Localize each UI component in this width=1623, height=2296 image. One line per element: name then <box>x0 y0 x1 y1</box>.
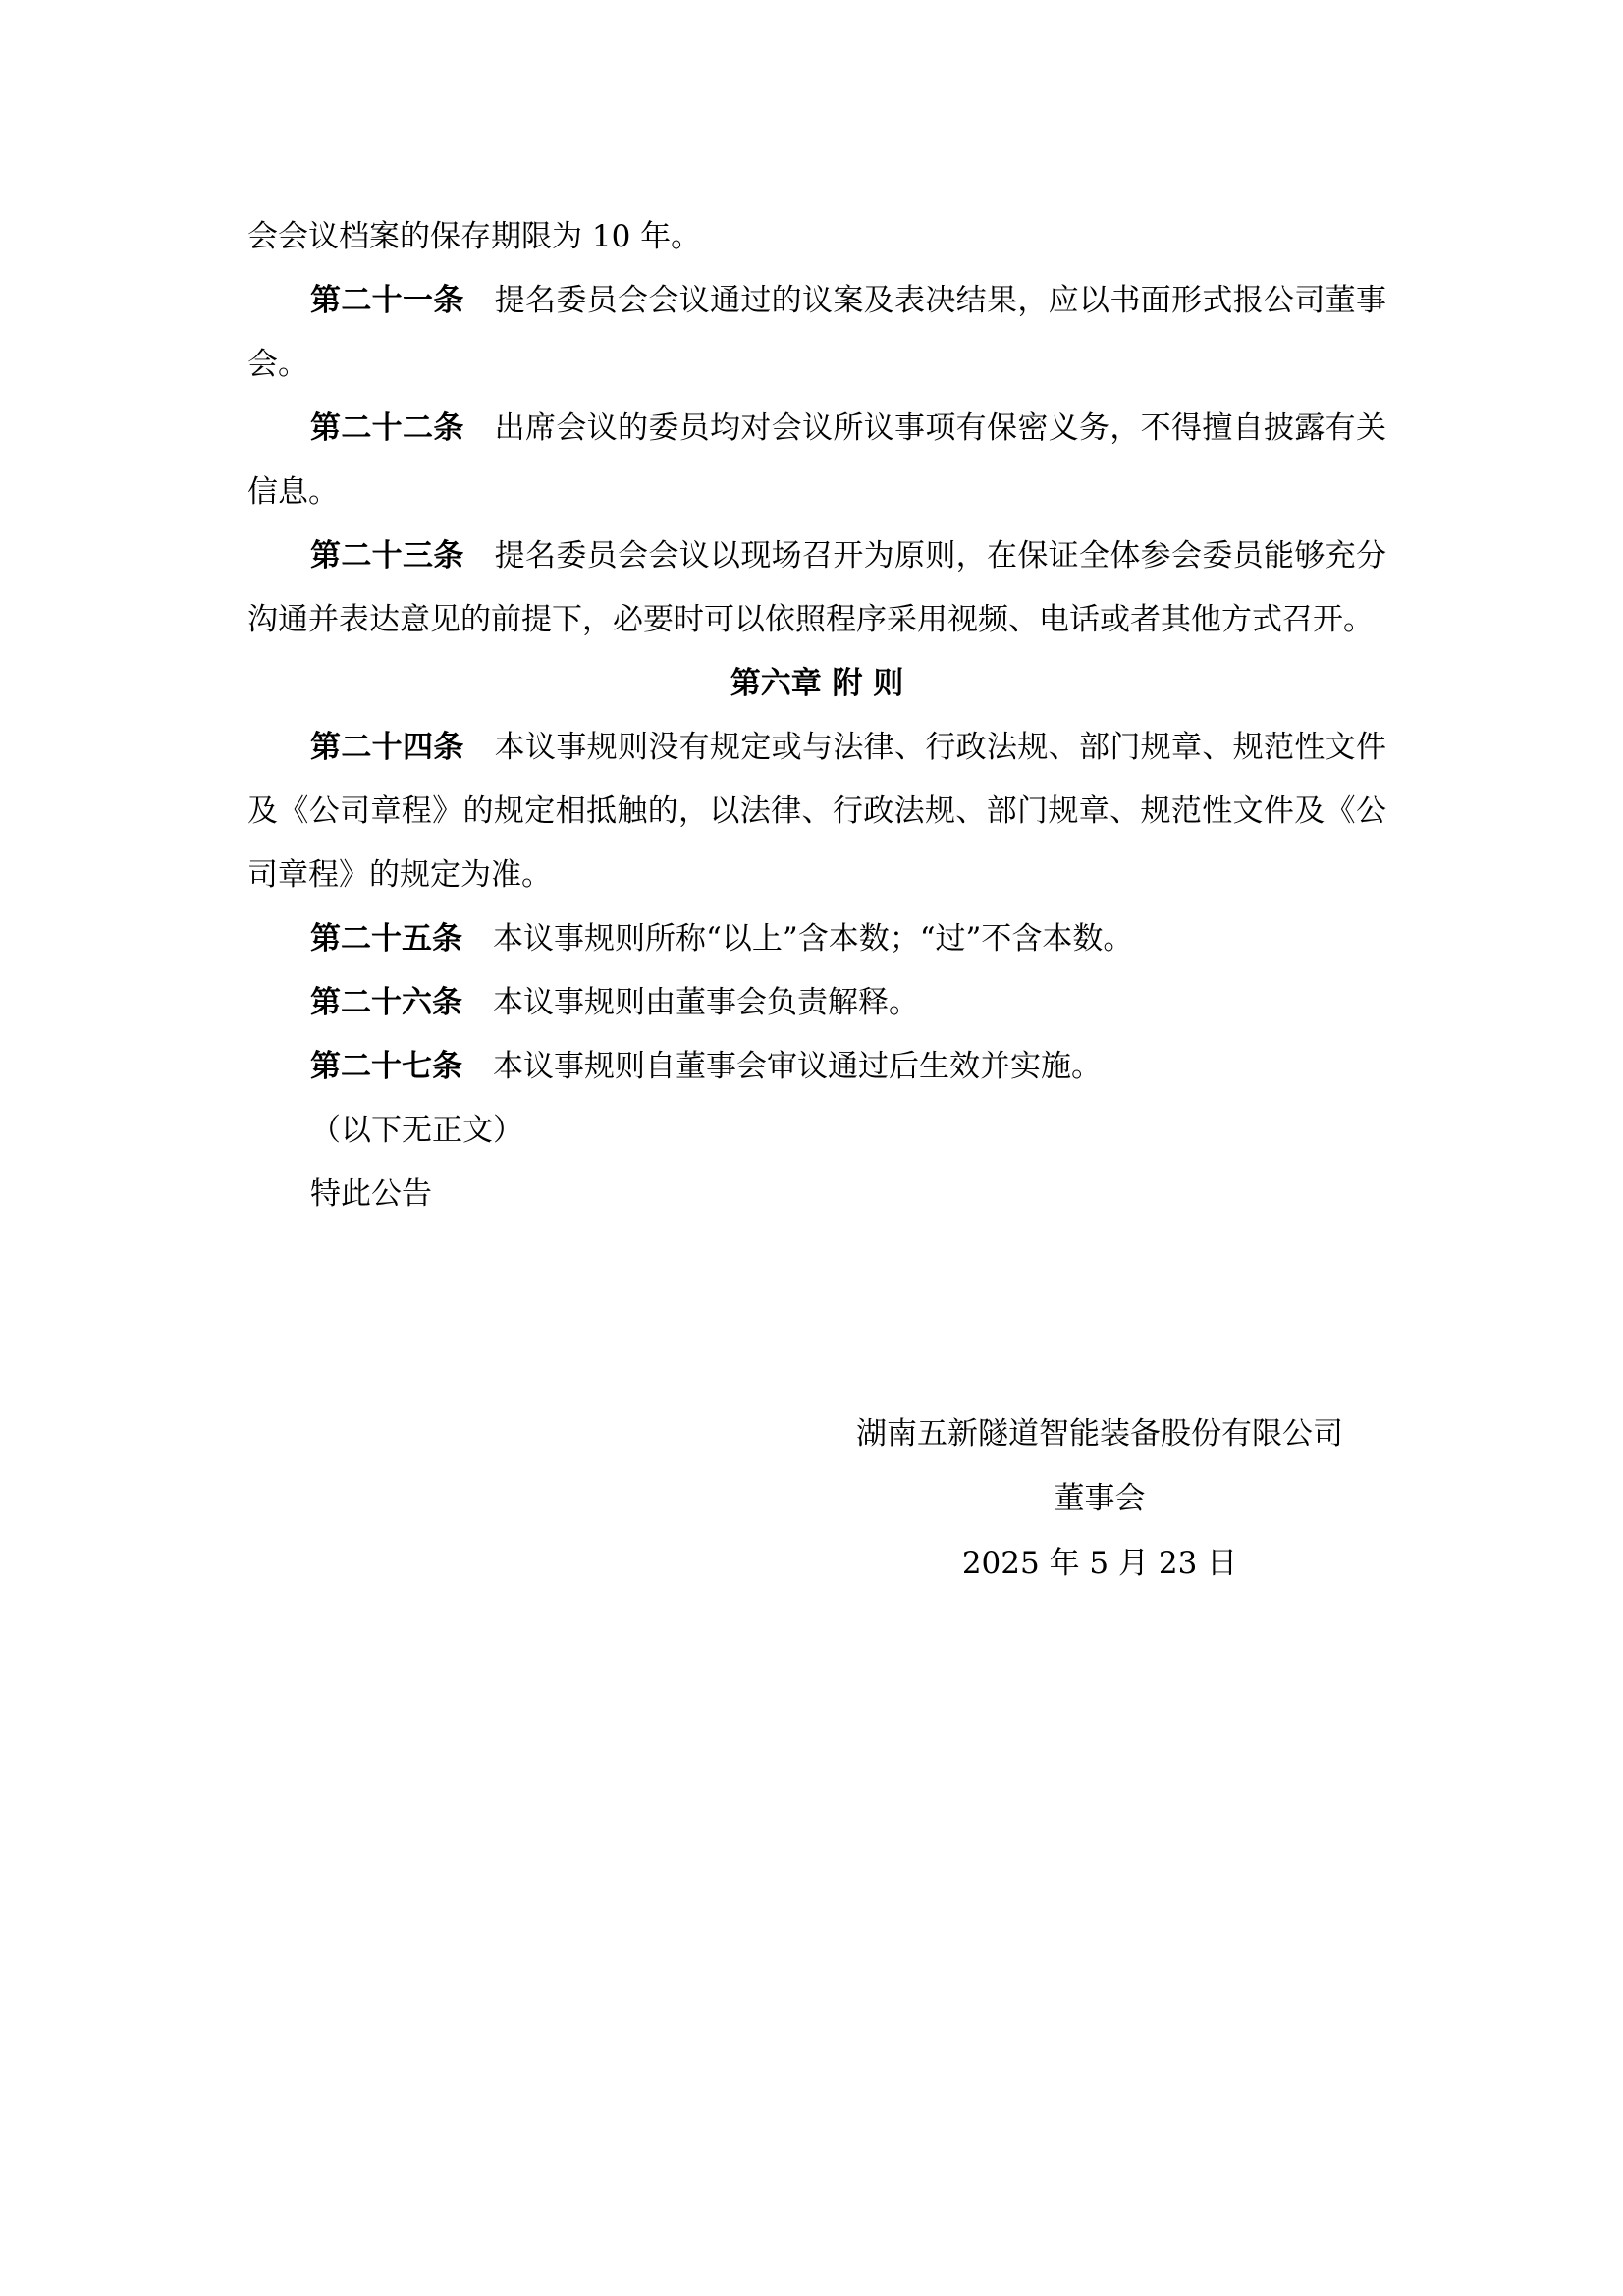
end-note: （以下无正文） <box>310 1113 523 1148</box>
article-text: 本议事规则自董事会审议通过后生效并实施。 <box>493 1049 1102 1084</box>
article-21 <box>247 269 1386 397</box>
article-title: 第二十五条 <box>310 921 462 957</box>
article-title: 第二十六条 <box>310 985 462 1020</box>
continuation-paragraph: 会会议档案的保存期限为 10 年。 <box>247 219 702 254</box>
article-22 <box>247 397 1386 524</box>
article-26 <box>247 971 1386 1035</box>
company-name: 湖南五新隧道智能装备股份有限公司 <box>856 1416 1343 1451</box>
announcement: 特此公告 <box>310 1176 432 1212</box>
article-title: 第二十七条 <box>310 1049 462 1084</box>
article-23 <box>247 524 1386 652</box>
document-body <box>247 205 1386 1227</box>
chapter-heading <box>247 652 1386 716</box>
article-title: 第二十二条 <box>310 410 464 446</box>
article-24 <box>247 716 1386 907</box>
article-text: 提名委员会会议以现场召开为原则，在保证全体参会委员能够充分沟通并表达意见的前提下，必要时可以依照程序采用视频、电话或者其他方式召开。 <box>247 538 1387 637</box>
article-text: 出席会议的委员均对会议所议事项有保密义务，不得擅自披露有关信息。 <box>247 410 1387 510</box>
chapter-title: 附 则 <box>832 666 904 701</box>
article-title: 第二十三条 <box>310 538 464 574</box>
article-text: 本议事规则没有规定或与法律、行政法规、部门规章、规范性文件及《公司章程》的规定相抵触的，以法律、行政法规、部门规章、规范性文件及《公司章程》的规定为准。 <box>247 730 1387 893</box>
board-name: 董事会 <box>1054 1481 1146 1516</box>
chapter-number: 第六章 <box>730 666 822 701</box>
article-text: 提名委员会会议通过的议案及表决结果，应以书面形式报公司董事会。 <box>247 283 1387 382</box>
article-27 <box>247 1035 1386 1099</box>
article-title: 第二十一条 <box>310 283 464 318</box>
signature-date: 2025 年 5 月 23 日 <box>961 1546 1238 1581</box>
article-25 <box>247 907 1386 971</box>
article-text: 本议事规则所称“以上”含本数；“过”不含本数。 <box>493 921 1134 957</box>
signature-block <box>805 1401 1394 1596</box>
article-text: 本议事规则由董事会负责解释。 <box>493 985 919 1020</box>
article-title: 第二十四条 <box>310 730 464 765</box>
